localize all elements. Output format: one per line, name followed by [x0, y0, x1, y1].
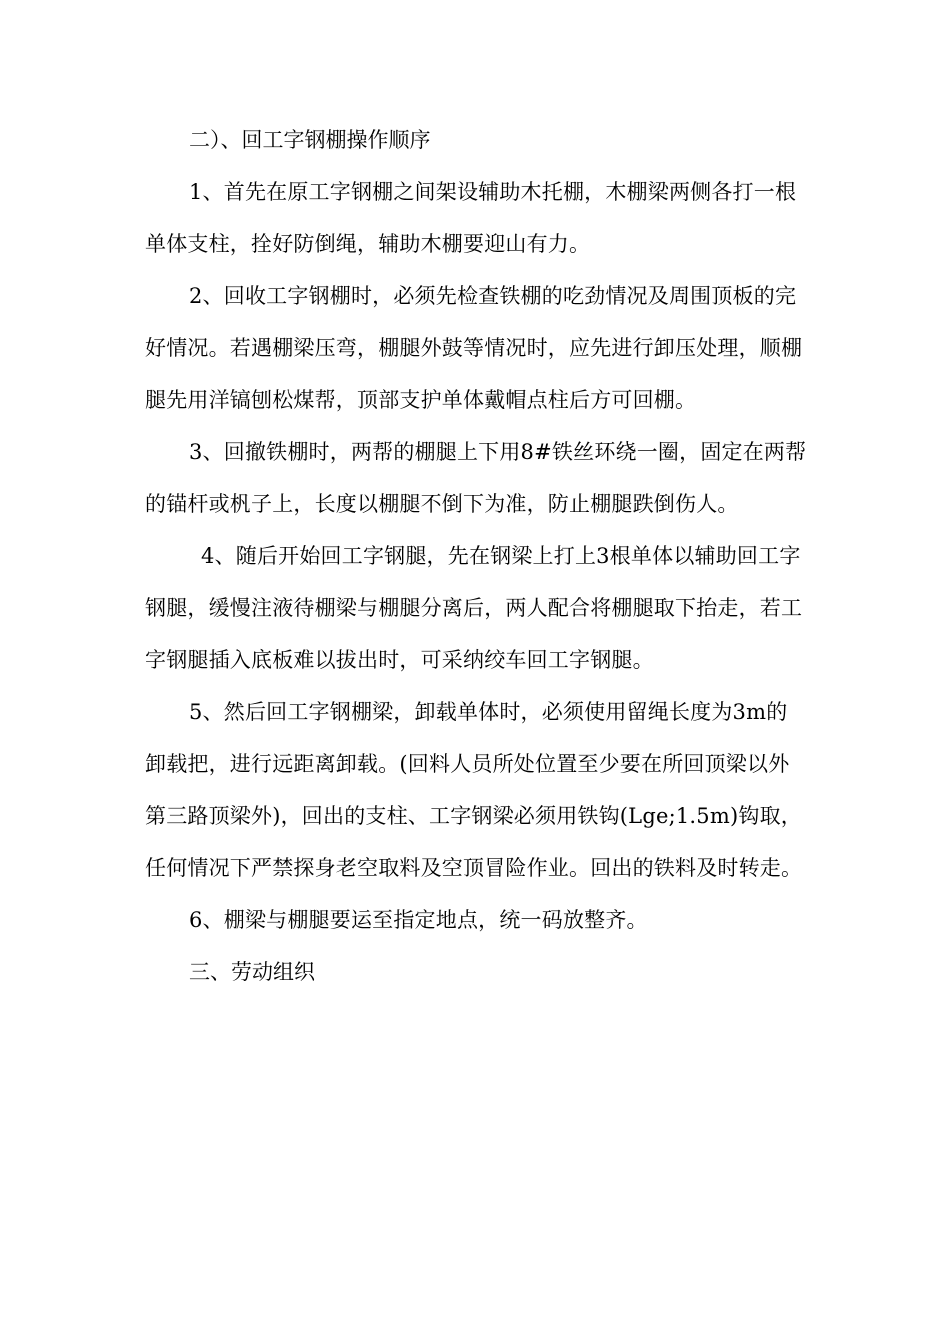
section-heading: 二）、回工字钢棚操作顺序 [189, 128, 431, 152]
paragraph-step-6: 6、棚梁与棚腿要运至指定地点，统一码放整齐。 [189, 908, 648, 932]
document-body [145, 114, 807, 998]
paragraph-step-3: 3、回撤铁棚时，两帮的棚腿上下用8#铁丝环绕一圈，固定在两帮的锚杆或杋子上，长度以棚腿不倒下为准，防止棚腿跌倒伤人。 [145, 440, 807, 516]
paragraph-step-5: 5、然后回工字钢棚梁，卸载单体时，必须使用留绳长度为3m的卸载把，进行远距离卸载。(回料人员所处位置至少要在所回顶梁以外第三路顶梁外)，回出的支柱、工字钢梁必须用铁钩(Lge;1.5m)钩取，任何情况下严禁探身老空取料及空顶冒险作业。回出的铁料及时转走。 [145, 700, 803, 880]
paragraph-step-4: 4、随后开始回工字钢腿，先在钢梁上打上3根单体以辅助回工字钢腿，缓慢注液待棚梁与棚腿分离后，两人配合将棚腿取下抬走，若工字钢腿插入底板难以拔出时，可采纳绞车回工字钢腿。 [145, 544, 803, 672]
next-section-heading: 三、劳动组织 [189, 960, 315, 984]
paragraph-step-2: 2、回收工字钢棚时，必须先检查铁棚的吃劲情况及周围顶板的完好情况。若遇棚梁压弯，棚腿外鼓等情况时，应先进行卸压处理，顺棚腿先用洋镐刨松煤帮，顶部支护单体戴帽点柱后方可回棚。 [145, 284, 803, 412]
paragraph-step-1: 1、首先在原工字钢棚之间架设辅助木托棚，木棚梁两侧各打一根单体支柱，拴好防倒绳，辅助木棚要迎山有力。 [145, 180, 797, 256]
